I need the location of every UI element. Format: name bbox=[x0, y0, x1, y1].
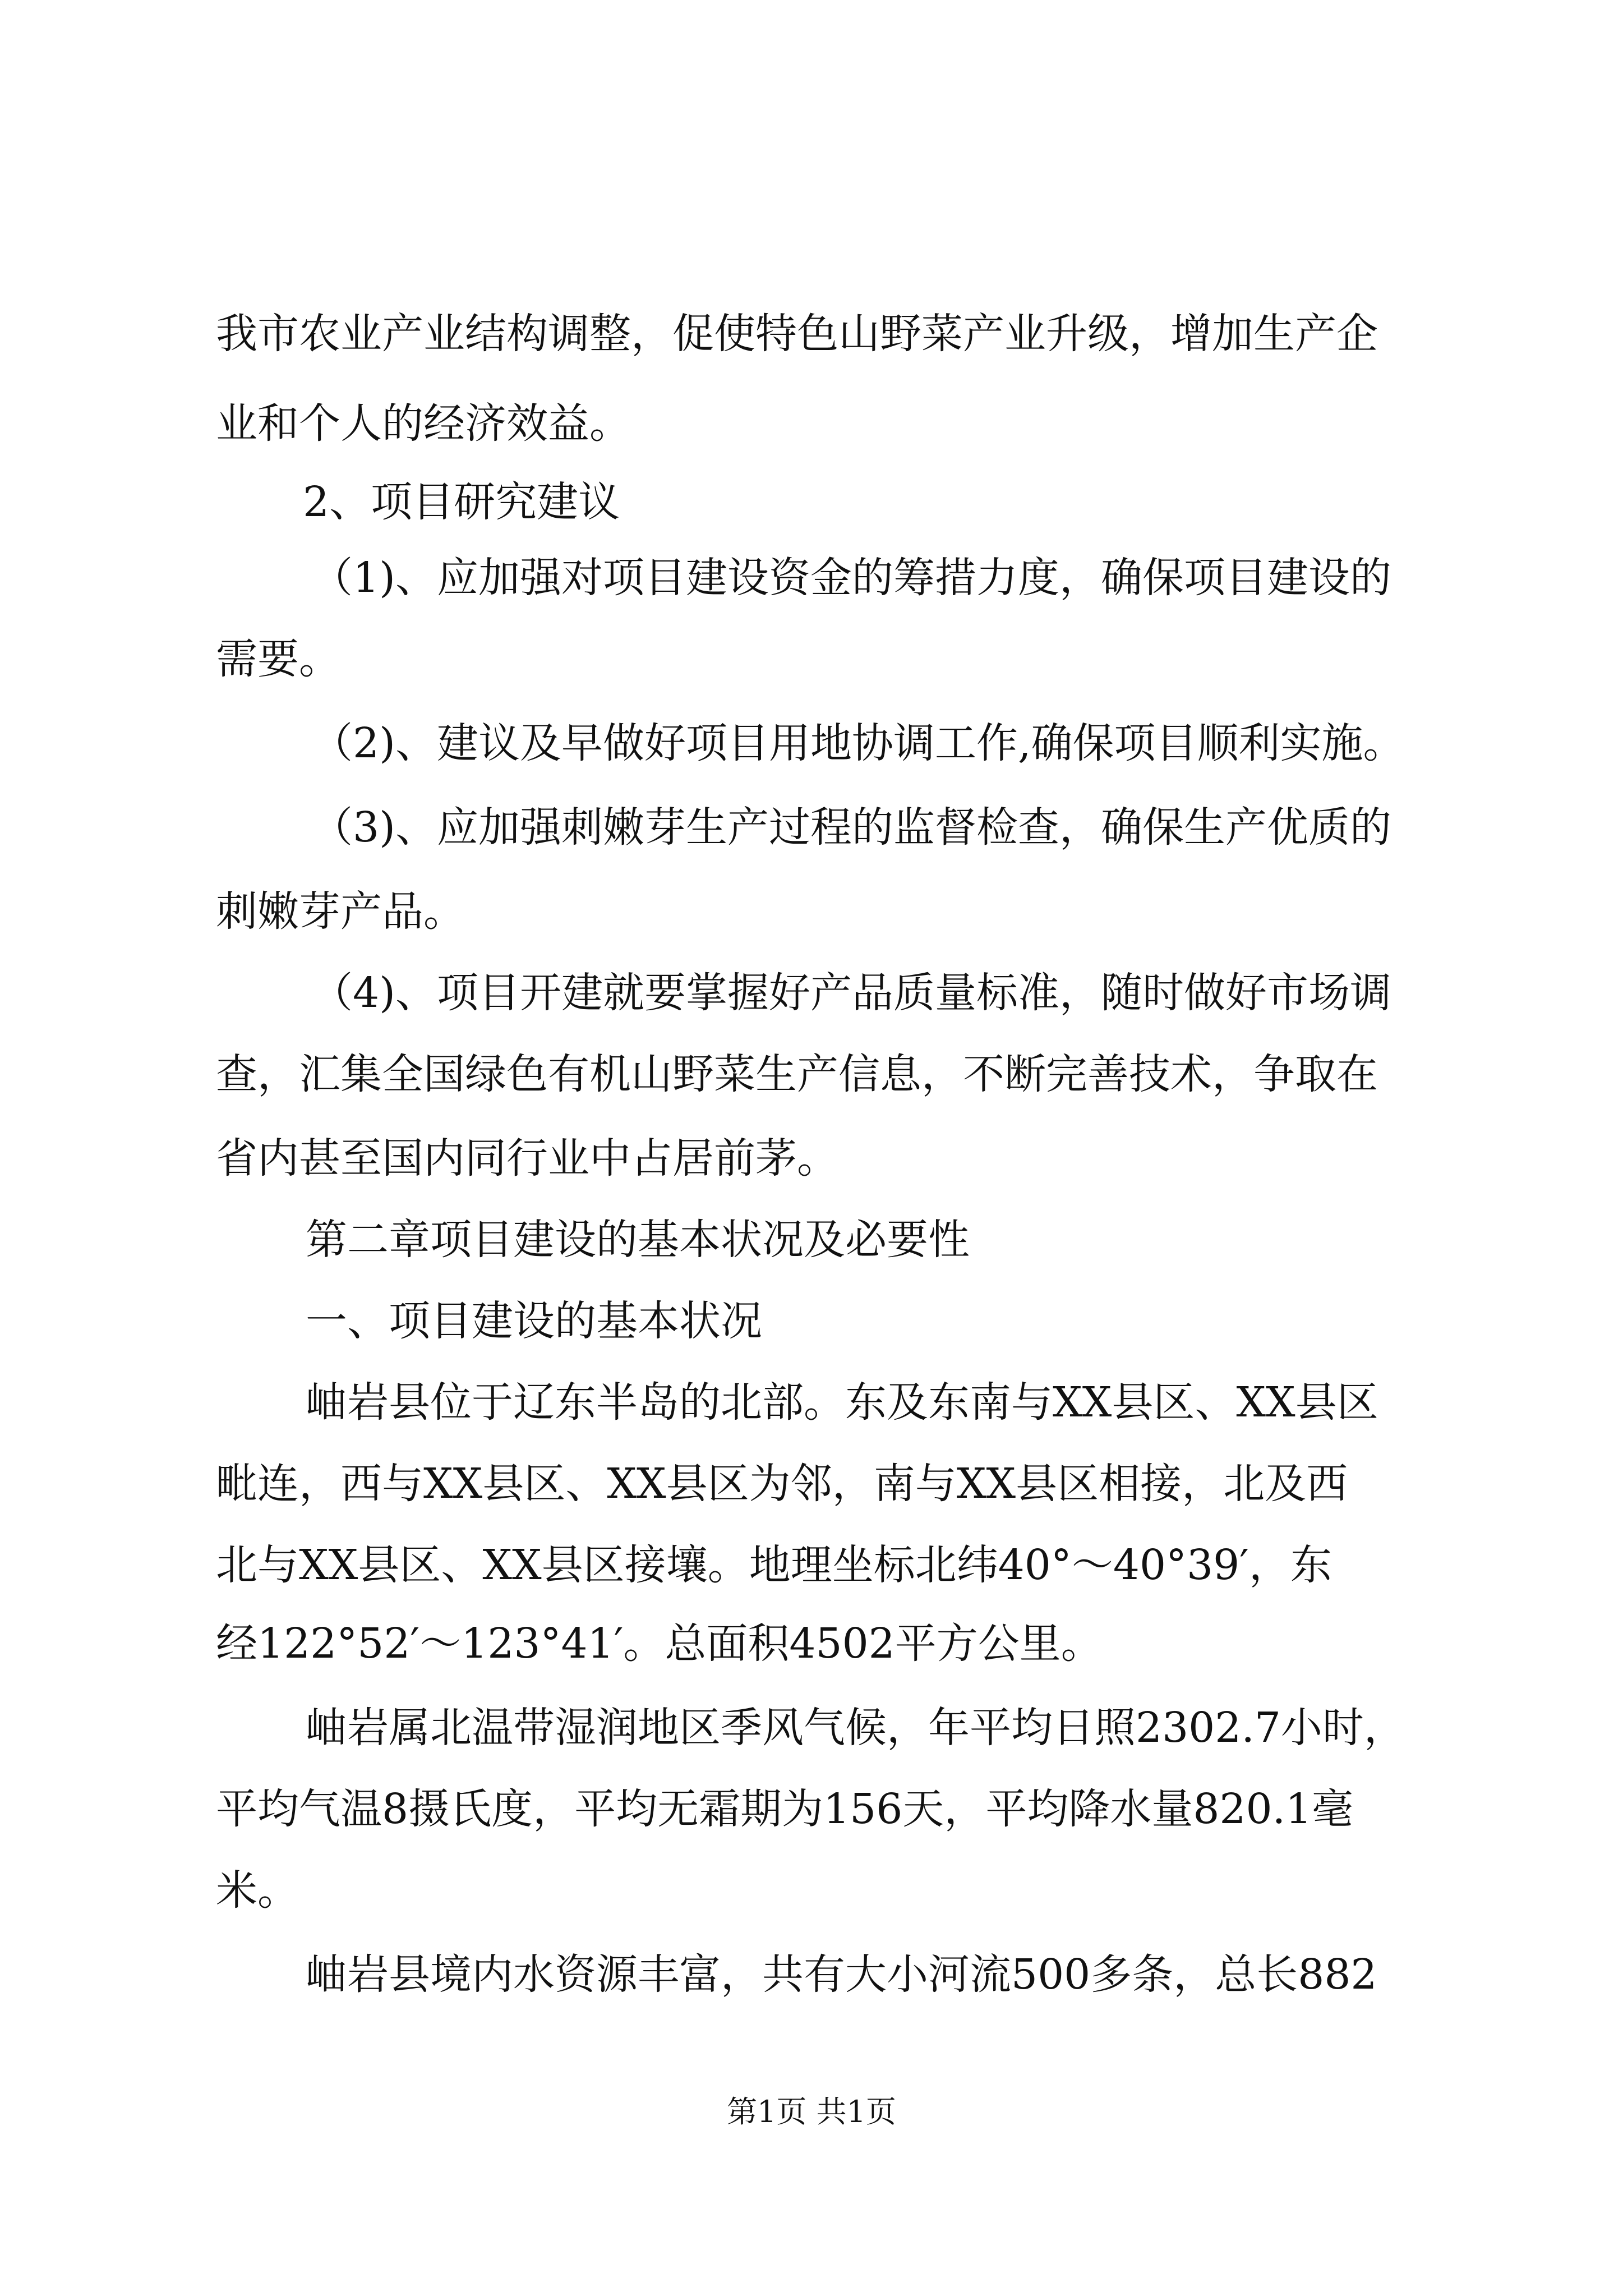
text-line-8: 刺嫩芽产品。 bbox=[216, 887, 465, 936]
text-line-10: 查，汇集全国绿色有机山野菜生产信息，不断完善技术，争取在 bbox=[216, 1050, 1378, 1098]
text-line-4: （1)、应加强对项目建设资金的筹措力度，确保项目建设的 bbox=[311, 554, 1391, 602]
text-line-19: 平均气温8摄氏度，平均无霜期为156天，平均降水量820.1毫 bbox=[216, 1785, 1354, 1833]
chapter-heading: 第二章项目建设的基本状况及必要性 bbox=[306, 1216, 970, 1264]
text-line-14: 岫岩县位于辽东半岛的北部。东及东南与XX县区、XX县区 bbox=[306, 1378, 1378, 1427]
text-line-5: 需要。 bbox=[216, 635, 340, 683]
text-line-1: 我市农业产业结构调整，促使特色山野菜产业升级，增加生产企 bbox=[216, 310, 1378, 358]
text-line-17: 经122°52′～123°41′。总面积4502平方公里。 bbox=[216, 1619, 1103, 1668]
text-line-16: 北与XX县区、XX县区接壤。地理坐标北纬40°～40°39′，东 bbox=[216, 1541, 1332, 1589]
section-heading-2: 2、项目研究建议 bbox=[303, 478, 620, 526]
text-line-11: 省内甚至国内同行业中占居前茅。 bbox=[216, 1134, 838, 1182]
section-heading-1: 一、项目建设的基本状况 bbox=[306, 1297, 762, 1345]
text-line-20: 米。 bbox=[216, 1866, 299, 1915]
text-line-9: （4)、项目开建就要掌握好产品质量标准，随时做好市场调 bbox=[311, 969, 1391, 1017]
text-line-6: （2)、建议及早做好项目用地协调工作,确保项目顺利实施。 bbox=[311, 719, 1405, 767]
text-line-21: 岫岩县境内水资源丰富，共有大小河流500多条，总长882 bbox=[306, 1950, 1377, 1999]
text-line-7: （3)、应加强刺嫩芽生产过程的监督检查，确保生产优质的 bbox=[311, 803, 1391, 852]
page-footer: 第1页 共1页 bbox=[727, 2094, 896, 2129]
text-line-18: 岫岩属北温带湿润地区季风气候，年平均日照2302.7小时， bbox=[306, 1704, 1405, 1752]
text-line-2: 业和个人的经济效益。 bbox=[216, 399, 631, 448]
text-line-15: 毗连，西与XX县区、XX县区为邻，南与XX县区相接，北及西 bbox=[216, 1460, 1348, 1508]
